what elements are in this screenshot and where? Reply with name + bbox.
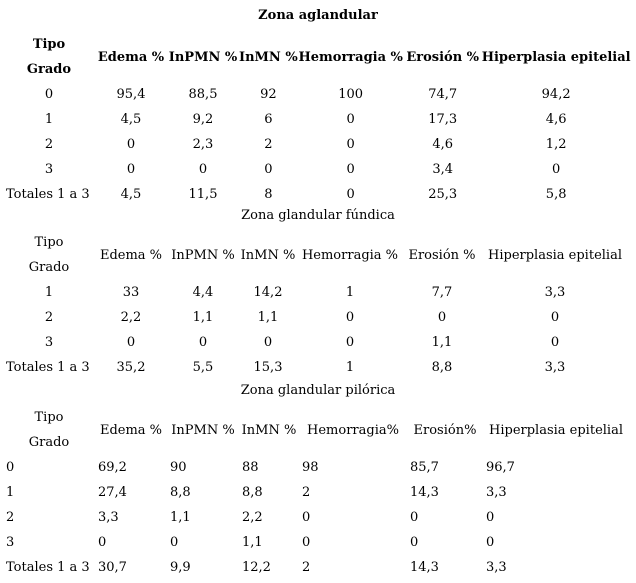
row-label: 2	[44, 310, 54, 325]
cell: 3,3	[98, 510, 119, 525]
cell: 1,1	[431, 335, 453, 350]
section-title-pilorica: Zona glandular pilórica	[240, 383, 396, 398]
table-row	[3, 455, 629, 480]
row-label: 0	[6, 460, 15, 475]
cell: 94,2	[541, 87, 571, 102]
col-header-inpmn: InPMN %	[171, 422, 235, 438]
cell: 17,3	[428, 112, 458, 127]
cell: 8	[264, 187, 273, 202]
cell: 0	[264, 162, 273, 177]
cell: 14,2	[253, 285, 283, 300]
cell: 2	[302, 560, 311, 575]
row-label: Totales 1 a 3	[6, 560, 90, 575]
cell: 2	[302, 485, 311, 500]
col-header-edema: Edema %	[99, 247, 163, 263]
cell: 90	[170, 460, 187, 475]
row-label-top: Tipo	[34, 410, 64, 425]
table-row	[3, 280, 629, 305]
cell: 9,9	[170, 560, 191, 575]
cell: 1,1	[257, 310, 279, 325]
cell: 8,8	[431, 360, 453, 375]
row-label: Totales 1 a 3	[6, 360, 90, 375]
cell: 98	[302, 460, 319, 475]
cell: 3,4	[432, 162, 454, 177]
cell: 3,3	[486, 485, 507, 500]
cell: 8,8	[170, 485, 191, 500]
table-row	[3, 505, 629, 530]
row-label: 2	[44, 137, 54, 152]
cell: 0	[345, 335, 355, 350]
row-label: 1	[6, 485, 15, 500]
cell: 2	[264, 137, 273, 152]
header-row	[3, 405, 629, 430]
cell: 5,5	[192, 360, 214, 375]
table-row	[3, 305, 629, 330]
cell: 5,8	[545, 187, 567, 202]
cell: 15,3	[253, 360, 283, 375]
col-header-erosion: Erosión %	[408, 247, 476, 263]
cell: 88,5	[188, 87, 218, 102]
cell: 88	[242, 460, 259, 475]
row-label-top: Tipo	[34, 235, 64, 250]
cell: 27,4	[98, 485, 127, 500]
col-header-inmn: InMN %	[241, 422, 297, 438]
cell: 30,7	[98, 560, 127, 575]
row-label: 2	[6, 510, 15, 525]
cell: 11,5	[188, 187, 218, 202]
cell: 4,4	[192, 285, 214, 300]
table-row	[3, 82, 631, 107]
cell: 85,7	[410, 460, 439, 475]
header-row	[3, 230, 629, 255]
cell: 96,7	[486, 460, 515, 475]
row-label: 1	[44, 285, 54, 300]
cell: 0	[126, 137, 136, 152]
cell: 3,3	[544, 360, 566, 375]
cell: 9,2	[192, 112, 214, 127]
col-header-edema: Edema %	[97, 49, 165, 65]
cell: 0	[302, 510, 311, 525]
table-aglandular	[3, 32, 631, 207]
cell: 1,1	[242, 535, 263, 550]
cell: 8,8	[242, 485, 263, 500]
col-header-inmn: InMN %	[240, 247, 296, 263]
cell: 0	[170, 535, 179, 550]
table-row	[3, 330, 629, 355]
table-row	[3, 157, 631, 182]
cell: 0	[550, 335, 560, 350]
cell: 0	[346, 162, 355, 177]
cell: 0	[263, 335, 273, 350]
row-label-top: Tipo	[32, 37, 66, 52]
row-label-bottom: Grado	[28, 435, 70, 450]
section-title-aglandular: Zona aglandular	[258, 8, 378, 23]
cell: 2,2	[242, 510, 263, 525]
cell: 0	[346, 112, 355, 127]
cell: 7,7	[431, 285, 453, 300]
cell: 4,6	[432, 137, 454, 152]
col-header-hiperplasia: Hiperplasia epitelial	[489, 422, 623, 438]
col-header-hemorragia: Hemorragia %	[298, 49, 403, 65]
cell: 0	[437, 310, 447, 325]
cell: 25,3	[428, 187, 458, 202]
table-row	[3, 530, 629, 555]
cell: 33	[122, 285, 140, 300]
cell: 0	[126, 335, 136, 350]
cell: 4,6	[545, 112, 567, 127]
cell: 100	[338, 87, 364, 102]
cell: 0	[346, 187, 355, 202]
col-header-edema: Edema %	[99, 422, 163, 438]
col-header-hemorragia: Hemorragia %	[301, 247, 399, 263]
cell: 1,2	[545, 137, 567, 152]
cell: 6	[264, 112, 273, 127]
cell: 4,5	[120, 112, 142, 127]
col-header-inpmn: InPMN %	[171, 247, 235, 263]
cell: 92	[260, 87, 277, 102]
col-header-erosion: Erosión %	[406, 49, 480, 65]
col-header-erosion: Erosión%	[413, 422, 477, 438]
cell: 0	[486, 510, 495, 525]
cell: 2,2	[120, 310, 142, 325]
cell: 4,5	[120, 187, 142, 202]
cell: 3,3	[486, 560, 507, 575]
cell: 0	[552, 162, 561, 177]
col-header-hiperplasia: Hiperplasia epitelial	[481, 49, 631, 65]
cell: 14,3	[410, 560, 439, 575]
cell: 0	[410, 535, 419, 550]
cell: 0	[486, 535, 495, 550]
row-label-bottom: Grado	[26, 62, 72, 77]
table-row-totals	[3, 182, 631, 207]
cell: 35,2	[116, 360, 146, 375]
cell: 95,4	[116, 87, 146, 102]
row-label: 0	[44, 87, 54, 102]
cell: 0	[410, 510, 419, 525]
row-label: 3	[6, 535, 15, 550]
table-fundica	[3, 230, 629, 380]
row-label-bottom: Grado	[28, 260, 70, 275]
header-row	[3, 32, 631, 57]
cell: 0	[345, 310, 355, 325]
table-row-totals	[3, 555, 629, 580]
cell: 74,7	[428, 87, 458, 102]
table-row-totals	[3, 355, 629, 380]
cell: 1,1	[170, 510, 191, 525]
row-label: 3	[44, 335, 54, 350]
cell: 0	[302, 535, 311, 550]
cell: 1,1	[192, 310, 214, 325]
section-title-fundica: Zona glandular fúndica	[241, 208, 395, 223]
row-label: Totales 1 a 3	[6, 187, 90, 202]
col-header-hemorragia: Hemorragia%	[307, 422, 399, 438]
table-row	[3, 132, 631, 157]
cell: 2,3	[192, 137, 214, 152]
cell: 12,2	[242, 560, 271, 575]
table-row	[3, 480, 629, 505]
cell: 3,3	[544, 285, 566, 300]
col-header-inpmn: InPMN %	[168, 49, 238, 65]
cell: 0	[98, 535, 107, 550]
cell: 0	[198, 335, 208, 350]
cell: 69,2	[98, 460, 127, 475]
cell: 1	[345, 360, 355, 375]
cell: 0	[126, 162, 136, 177]
row-label: 1	[44, 112, 54, 127]
cell: 0	[550, 310, 560, 325]
cell: 14,3	[410, 485, 439, 500]
table-row	[3, 107, 631, 132]
row-label: 3	[44, 162, 54, 177]
col-header-hiperplasia: Hiperplasia epitelial	[488, 247, 622, 263]
cell: 0	[198, 162, 208, 177]
cell: 0	[346, 137, 355, 152]
col-header-inmn: InMN %	[239, 49, 298, 65]
table-pilorica	[3, 405, 629, 580]
cell: 1	[345, 285, 355, 300]
